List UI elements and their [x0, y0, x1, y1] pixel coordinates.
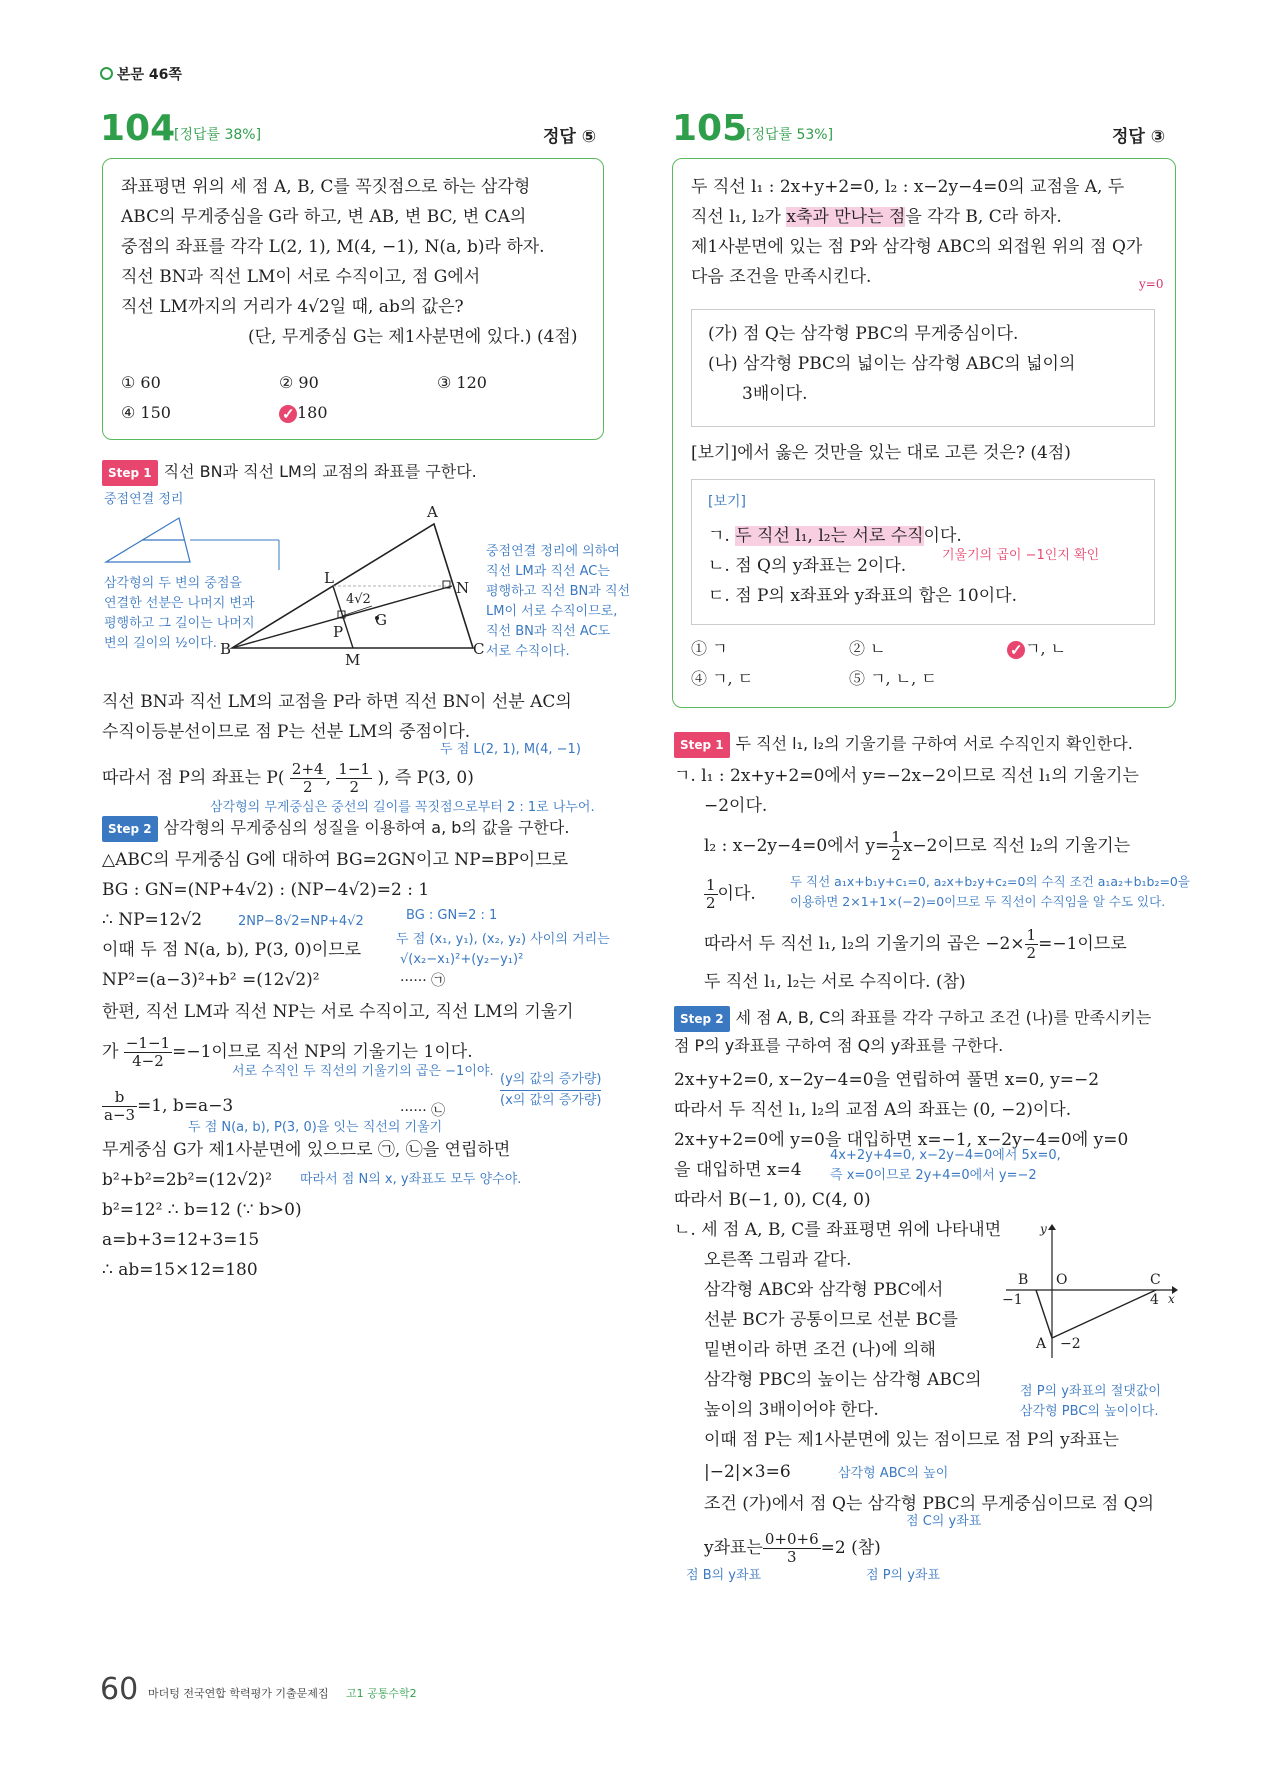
choice-4[interactable]: ④ 150: [121, 403, 171, 422]
frac: $\frac{1-1}{2}$: [338, 760, 371, 796]
s2-104-note: 삼각형의 무게중심은 중선의 길이를 꼭짓점으로부터 2 : 1로 나누어.: [210, 800, 595, 815]
s2-105-small6: 점 B의 y좌표: [686, 1568, 762, 1583]
s2-104-l5: 한편, 직선 LM과 직선 NP는 서로 수직이고, 직선 LM의 기울기: [102, 1002, 574, 1022]
bogi-note: 기울기의 곱이 −1인지 확인: [942, 548, 1100, 563]
problem-104-box: [102, 158, 604, 440]
cond-line: (나) 삼각형 PBC의 넓이는 삼각형 ABC의 넓이의: [708, 354, 1076, 374]
s2-105-l9: 밑변이라 하면 조건 (나)에 의해: [704, 1340, 936, 1360]
s2-104-small7: (x의 값의 증가량): [500, 1090, 601, 1111]
header-ref: 본문 46쪽: [100, 64, 182, 84]
page-number: 60: [100, 1672, 139, 1707]
bogi-line: ㄴ. 점 Q의 y좌표는 2이다.: [708, 556, 907, 576]
s2-105-l14: 조건 (가)에서 점 Q는 삼각형 PBC의 무게중심이므로 점 Q의: [704, 1494, 1155, 1514]
s2-104-small10: 따라서 점 N의 x, y좌표도 모두 양수야.: [300, 1172, 522, 1187]
note-midpoint-title: 중점연결 정리: [104, 492, 184, 507]
step2-105: Step 2 세 점 A, B, C의 좌표를 각각 구하고 조건 (나)를 만족시키는: [674, 1006, 1151, 1032]
problem-104-answer: 정답 ⑤: [543, 127, 597, 147]
s2-105-l8: 선분 BC가 공통이므로 선분 BC를: [704, 1310, 958, 1330]
cond-line: (가) 점 Q는 삼각형 PBC의 무게중심이다.: [708, 324, 1019, 344]
s2-104-l4: NP²=(a−3)²+b² =(12√2)²: [102, 970, 320, 990]
s2-105-l11: 높이의 3배이어야 한다.: [704, 1400, 879, 1420]
q105-line: 직선 l₁, l₂가 x축과 만나는 점을 각각 B, C라 하자.: [691, 207, 1062, 227]
tri-label-M: M: [345, 651, 361, 669]
q105-ask: [보기]에서 옳은 것만을 있는 대로 고른 것은? (4점): [691, 443, 1071, 463]
choice-1[interactable]: ① 60: [121, 373, 161, 392]
s2-104-l8: $\frac{b}{a-3}$ =1, b=a−3: [104, 1088, 234, 1124]
frac: $\frac{1}{2}$: [706, 876, 716, 912]
s2-104-l9: 무게중심 G가 제1사분면에 있으므로 ㉠, ㉡을 연립하면: [102, 1140, 511, 1160]
q104-line: 좌표평면 위의 세 점 A, B, C를 꼭짓점으로 하는 삼각형: [121, 177, 531, 197]
footer-subject: 고1 공통수학2: [346, 1687, 417, 1700]
s2-104-l12: a=b+3=12+3=15: [102, 1230, 260, 1250]
s1-104-note: 두 점 L(2, 1), M(4, −1): [440, 742, 581, 757]
step1-105: Step 1 두 직선 l₁, l₂의 기울기를 구하여 서로 수직인지 확인한다.: [674, 732, 1133, 758]
q105-line: 다음 조건을 만족시킨다.: [691, 267, 872, 287]
problem-104-number: 104: [100, 108, 176, 149]
s2-104-l3: 이때 두 점 N(a, b), P(3, 0)이므로: [102, 940, 362, 960]
problem-105-number: 105: [672, 108, 748, 149]
tri-label-C: C: [473, 640, 485, 658]
frac: $\frac{1}{2}$: [1026, 926, 1037, 962]
s2-105-small3: 삼각형 PBC의 높이이다.: [1020, 1404, 1159, 1419]
choice-5[interactable]: ⑤ ㄱ, ㄴ, ㄷ: [849, 669, 937, 688]
choice-3[interactable]: ✓ ㄱ, ㄴ: [1007, 637, 1066, 661]
s1-104-line2: 수직이등분선이므로 점 P는 선분 LM의 중점이다.: [102, 722, 471, 742]
s2-104-l2: ∴ NP=12√2: [102, 910, 203, 930]
q104-line: 중점의 좌표를 각각 L(2, 1), M(4, −1), N(a, b)라 하자.: [121, 237, 545, 257]
problem-104-rate: [정답률 38%]: [174, 127, 262, 143]
s2-105-l3: 을 대입하면 x=4: [674, 1160, 802, 1180]
s2-104-small6: (y의 값의 증가량): [500, 1072, 602, 1087]
s2-104-small3: √(x₂−x₁)²+(y₂−y₁)²: [400, 952, 524, 967]
bogi-title: [보기]: [708, 494, 746, 510]
s2-105-l12: 이때 점 P는 제1사분면에 있는 점이므로 점 P의 y좌표는: [704, 1430, 1119, 1450]
problem-105-box: [672, 158, 1176, 708]
tri-label-P: P: [333, 623, 344, 641]
choice-1[interactable]: ① ㄱ: [691, 639, 728, 658]
s2-104-small5: 서로 수직인 두 직선의 기울기의 곱은 −1이야.: [232, 1064, 494, 1079]
tri-label-d: 4√2: [346, 592, 371, 607]
conditions-box: [691, 309, 1155, 427]
step1-104: Step 1 직선 BN과 직선 LM의 교점의 좌표를 구한다.: [102, 460, 477, 486]
graph-x: x: [1168, 1292, 1175, 1306]
s2-104-l6: 가 $\frac{-1-1}{4-2}$ =−1이므로 직선 NP의 기울기는 1이다.: [102, 1034, 473, 1070]
s2-105-l2: 2x+y+2=0에 y=0을 대입하면 x=−1, x−2y−4=0에 y=0: [674, 1130, 1129, 1150]
s1-105-l2: l₂ : x−2y−4=0에서 y= $\frac{1}{2}$ x−2이므로 직선 l₂의 기울기는: [704, 828, 1131, 864]
step2-105-line2: 점 P의 y좌표를 구하여 점 Q의 y좌표를 구한다.: [674, 1036, 1004, 1055]
note-midpoint: 삼각형의 두 변의 중점을 연결한 선분은 나머지 변과 평행하고 그 길이는 나머지 변의 길이의 ½이다.: [104, 576, 255, 651]
choice-2[interactable]: ② ㄴ: [849, 639, 886, 658]
s2-104-small9: 두 점 N(a, b), P(3, 0)을 잇는 직선의 기울기: [188, 1120, 443, 1135]
s1-105-l7: 두 직선 l₁, l₂는 서로 수직이다. (참): [704, 972, 966, 992]
s2-105-l0: 2x+y+2=0, x−2y−4=0을 연립하여 풀면 x=0, y=−2: [674, 1070, 1100, 1090]
s2-105-l7: 삼각형 ABC와 삼각형 PBC에서: [704, 1280, 944, 1300]
circle-icon: [100, 67, 113, 80]
q104-line: 직선 LM까지의 거리가 4√2일 때, ab의 값은?: [121, 297, 464, 317]
frac: $\frac{-1-1}{4-2}$: [125, 1034, 171, 1070]
bogi-line: ㄷ. 점 P의 x좌표와 y좌표의 합은 10이다.: [708, 586, 1017, 606]
s2-105-l1: 따라서 두 직선 l₁, l₂의 교점 A의 좌표는 (0, −2)이다.: [674, 1100, 1072, 1120]
graph-O: O: [1056, 1272, 1068, 1288]
problem-105-answer: 정답 ③: [1112, 127, 1166, 147]
s2-104-l11: b²=12² ∴ b=12 (∵ b>0): [102, 1200, 302, 1220]
s1-105-l5: 따라서 두 직선 l₁, l₂의 기울기의 곱은 −2× $\frac{1}{2}$ =−1이므로: [704, 926, 1127, 962]
s2-104-l10: b²+b²=2b²=(12√2)²: [102, 1170, 272, 1190]
choice-4[interactable]: ④ ㄱ, ㄷ: [691, 669, 754, 688]
s2-105-small1: 즉 x=0이므로 2y+4=0에서 y=−2: [830, 1168, 1037, 1183]
q104-line: (단, 무게중심 G는 제1사분면에 있다.) (4점): [248, 327, 578, 347]
s2-104-l13: ∴ ab=15×12=180: [102, 1260, 258, 1280]
s2-105-l10: 삼각형 PBC의 높이는 삼각형 ABC의: [704, 1370, 982, 1390]
tri-label-N: N: [456, 579, 470, 597]
tri-label-L: L: [324, 569, 334, 587]
s2-104-small0: 2NP−8√2=NP+4√2: [238, 914, 364, 929]
graph-C: C: [1150, 1272, 1161, 1288]
frac: $\frac{b}{a-3}$: [104, 1088, 136, 1124]
check-icon: [1007, 641, 1025, 659]
bogi-line: ㄱ. 두 직선 l₁, l₂는 서로 수직이다.: [708, 526, 962, 546]
s2-104-small2: 두 점 (x₁, y₁), (x₂, y₂) 사이의 거리는: [396, 932, 610, 947]
bogi-box: [691, 479, 1155, 625]
choice-2[interactable]: ② 90: [279, 373, 319, 392]
graph-B: B: [1018, 1272, 1029, 1288]
tri-label-B: B: [220, 640, 232, 658]
s2-105-small7: 점 P의 y좌표: [866, 1568, 941, 1583]
s2-105-l5: ㄴ. 세 점 A, B, C를 좌표평면 위에 나타내면: [674, 1220, 1002, 1240]
cond-line: 3배이다.: [742, 384, 808, 404]
s2-105-small0: 4x+2y+4=0, x−2y−4=0에서 5x=0,: [830, 1148, 1061, 1163]
s2-105-small2: 점 P의 y좌표의 절댓값이: [1020, 1384, 1161, 1399]
s2-105-small5: 점 C의 y좌표: [906, 1514, 982, 1529]
s1-105-l3: $\frac{1}{2}$ 이다.: [706, 876, 756, 912]
q105-line: 두 직선 l₁ : 2x+y+2=0, l₂ : x−2y−4=0의 교점을 A, 두: [691, 177, 1125, 197]
choice-3[interactable]: ③ 120: [437, 373, 487, 392]
s2-104-l1: BG : GN=(NP+4√2) : (NP−4√2)=2 : 1: [102, 880, 430, 900]
s1-105-note: 두 직선 a₁x+b₁y+c₁=0, a₂x+b₂y+c₂=0의 수직 조건 a₁a₂+b₁b₂=0을 이용하면 2×1+1×(−2)=0이므로 두 직선이 수직임을 알 수도 있다.: [790, 874, 1190, 909]
graph-y: y: [1040, 1222, 1047, 1236]
triangle-figure: [220, 506, 490, 666]
y0-note: y=0: [1139, 277, 1164, 291]
q104-line: 직선 BN과 직선 LM이 서로 수직이고, 점 G에서: [121, 267, 481, 287]
graph-m2: −2: [1060, 1336, 1081, 1352]
s2-105-l15: y좌표는 $\frac{0+0+6}{3}$ =2 (참): [704, 1530, 881, 1566]
s1-104-coord: 따라서 점 P의 좌표는 P( $\frac{2+4}{2}$ , $\frac{1-1}{2}$ ), 즉 P(3, 0): [102, 760, 474, 796]
s1-104-line1: 직선 BN과 직선 LM의 교점을 P라 하면 직선 BN이 선분 AC의: [102, 692, 572, 712]
s1-105-l0: ㄱ. l₁ : 2x+y+2=0에서 y=−2x−2이므로 직선 l₁의 기울기는: [674, 766, 1139, 786]
q104-line: ABC의 무게중심을 G라 하고, 변 AB, 변 BC, 변 CA의: [121, 207, 527, 227]
choice-5[interactable]: ✓ 180: [279, 401, 328, 425]
frac: $\frac{1}{2}$: [891, 828, 901, 864]
frac: $\frac{2+4}{2}$: [291, 760, 324, 796]
graph-m1: −1: [1002, 1292, 1023, 1308]
check-icon: [279, 405, 297, 423]
graph-4: 4: [1150, 1292, 1159, 1308]
s2-105-l13: |−2|×3=6: [704, 1462, 791, 1482]
s2-104-l0: △ABC의 무게중심 G에 대하여 BG=2GN이고 NP=BP이므로: [102, 850, 569, 870]
s1-105-l1: −2이다.: [704, 796, 768, 816]
note-right-104: 중점연결 정리에 의하여 직선 LM과 직선 AC는 평행하고 직선 BN과 직선 LM이 서로 수직이므로, 직선 BN과 직선 AC도 서로 수직이다.: [486, 544, 631, 659]
graph-A: A: [1036, 1336, 1047, 1352]
step2-104: Step 2 삼각형의 무게중심의 성질을 이용하여 a, b의 값을 구한다.: [102, 816, 569, 842]
s2-105-l6: 오른쪽 그림과 같다.: [704, 1250, 852, 1270]
frac: $\frac{0+0+6}{3}$: [764, 1530, 819, 1566]
s2-104-small1: BG : GN=2 : 1: [406, 908, 498, 923]
s2-105-small4: 삼각형 ABC의 높이: [838, 1466, 949, 1481]
s2-105-l4: 따라서 B(−1, 0), C(4, 0): [674, 1190, 871, 1210]
tri-label-G: G: [375, 611, 387, 629]
s2-104-small8: ······ ㉡: [400, 1103, 446, 1119]
problem-105-rate: [정답률 53%]: [746, 127, 834, 143]
footer-book: 마더텅 전국연합 학력평가 기출문제집: [148, 1687, 329, 1700]
s2-104-small4: ······ ㉠: [400, 973, 446, 989]
q105-line: 제1사분면에 있는 점 P와 삼각형 ABC의 외접원 위의 점 Q가: [691, 237, 1143, 257]
tri-label-A: A: [427, 503, 438, 521]
